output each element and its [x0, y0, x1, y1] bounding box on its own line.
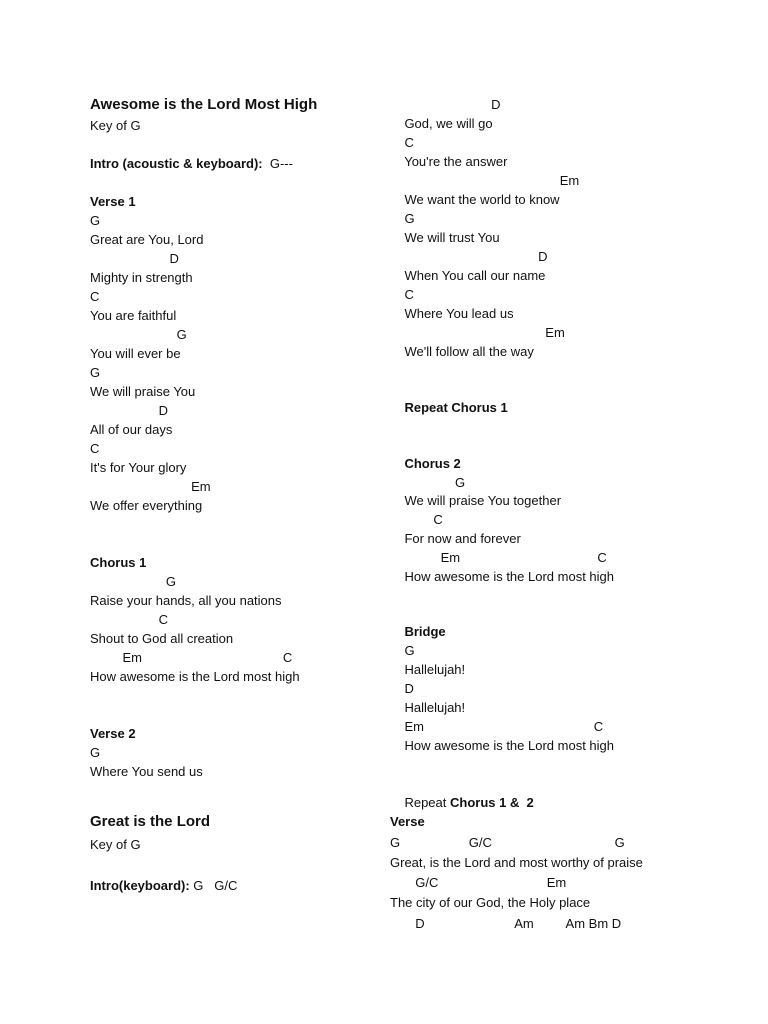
chord-line: G [90, 745, 101, 760]
lyric-line: God, we will go [390, 116, 493, 131]
chord-line: G [90, 574, 176, 589]
section-heading: Chorus 1 [90, 555, 147, 570]
intro-chords: G G/C [189, 878, 238, 893]
lyric-line: We will praise You together [390, 493, 562, 508]
song-title-2: Great is the Lord [90, 813, 211, 830]
chord-line: G [390, 643, 415, 658]
key-line: Key of G [90, 118, 141, 133]
lyric-line: We will trust You [390, 230, 500, 245]
chord-line: D [90, 403, 169, 418]
chord-line: C [390, 512, 443, 527]
lyric-line: Where You send us [90, 764, 203, 779]
chord-line: G [390, 475, 466, 490]
lyric-line: Shout to God all creation [90, 631, 234, 646]
lyric-line: How awesome is the Lord most high [390, 569, 614, 584]
lyric-line: The city of our God, the Holy place [390, 895, 591, 910]
repeat-instruction [390, 793, 534, 812]
chord-line: G [90, 213, 101, 228]
chord-line: D [90, 251, 179, 266]
lyric-line: Great, is the Lord and most worthy of praise [390, 855, 643, 870]
chord-line: C [390, 135, 414, 150]
lyric-line: We will praise You [90, 384, 196, 399]
lyric-line: Where You lead us [390, 306, 514, 321]
lyric-line: It's for Your glory [90, 460, 187, 475]
section-heading: Verse 1 [90, 194, 136, 209]
chord-line: Em [390, 173, 580, 188]
lyric-line: Hallelujah! [390, 700, 466, 715]
chord-line: G G/C G [390, 835, 625, 850]
chord-line: Em C [90, 650, 293, 665]
lyric-line: Great are You, Lord [90, 232, 204, 247]
chord-line: Em C [390, 719, 604, 734]
chord-line: G [90, 327, 187, 342]
lyric-line: When You call our name [390, 268, 546, 283]
lyric-line: Hallelujah! [390, 662, 466, 677]
section-heading: Bridge [390, 624, 446, 639]
section-heading: Verse [390, 814, 425, 829]
chord-line: G/C Em [390, 875, 567, 890]
chord-line: Em C [390, 550, 607, 565]
lyric-line: We offer everything [90, 498, 203, 513]
chord-line: Em [90, 479, 211, 494]
intro-label: Intro(keyboard): [90, 878, 190, 893]
lyric-line: Mighty in strength [90, 270, 193, 285]
lyric-line: You are faithful [90, 308, 177, 323]
chord-line: C [90, 441, 100, 456]
chord-line: G [390, 211, 415, 226]
chord-line: D [390, 249, 548, 264]
repeat-prefix: Repeat [390, 795, 450, 810]
lyric-line: Raise your hands, all you nations [90, 593, 282, 608]
chord-line: D [390, 681, 414, 696]
lyric-line: How awesome is the Lord most high [390, 738, 614, 753]
lyric-line: We'll follow all the way [390, 344, 534, 359]
intro-label: Intro (acoustic & keyboard): [90, 156, 263, 171]
chord-line: C [90, 612, 169, 627]
song-title-1: Awesome is the Lord Most High [90, 96, 318, 113]
section-heading: Chorus 2 [390, 456, 461, 471]
intro-line [90, 876, 237, 895]
chord-line: D Am Am Bm D [390, 916, 622, 931]
repeat-instruction: Repeat Chorus 1 [390, 400, 508, 415]
lyric-line: We want the world to know [390, 192, 560, 207]
lyric-line: You will ever be [90, 346, 181, 361]
chord-line: D [390, 97, 501, 112]
lyric-line: All of our days [90, 422, 173, 437]
lyric-line: You're the answer [390, 154, 508, 169]
key-line: Key of G [90, 837, 141, 852]
lyric-line: For now and forever [390, 531, 521, 546]
lyric-line: How awesome is the Lord most high [90, 669, 300, 684]
chord-line: G [90, 365, 101, 380]
repeat-target: Chorus 1 & 2 [449, 795, 534, 810]
intro-chords: G--- [262, 156, 293, 171]
chord-line: C [390, 287, 414, 302]
intro-line [90, 154, 293, 173]
chord-line: Em [390, 325, 565, 340]
chord-line: C [90, 289, 100, 304]
section-heading: Verse 2 [90, 726, 136, 741]
